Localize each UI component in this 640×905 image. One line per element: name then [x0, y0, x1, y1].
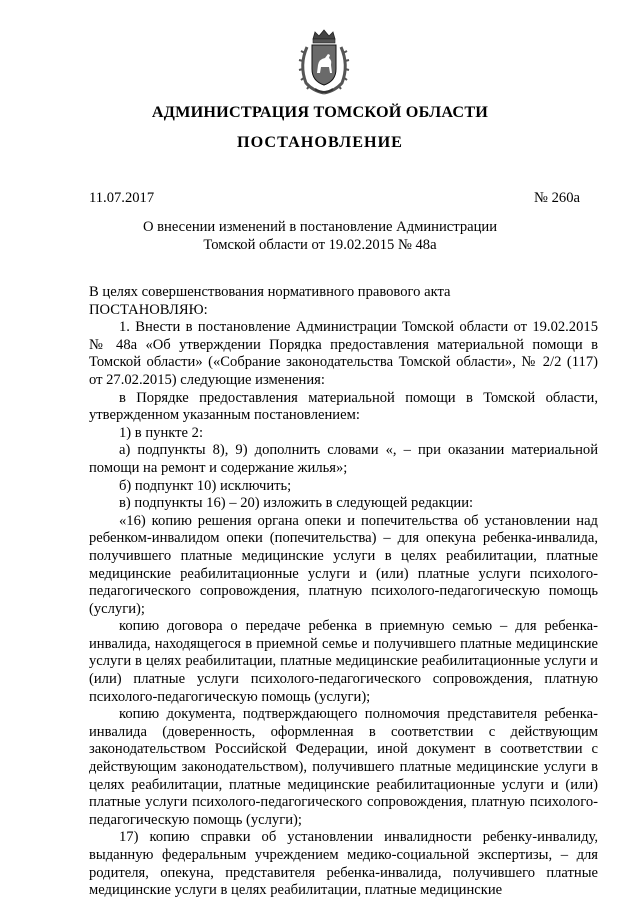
paragraph-5: б) подпункт 10) исключить; — [119, 477, 292, 494]
coat-of-arms-icon — [297, 27, 351, 97]
paragraph-8: копию договора о передаче ребенка в приемную семью – для ребенка-инвалида, находящегося в приемной семье и получившего платные медицинские услуги в целях реабилитации, платные медицинские реабилитационные услуги и (или) платные услуги психолого-педагогического сопровождения, платную психолого-педагогическую помощь (услуги); — [89, 618, 598, 705]
paragraph-3: 1) в пункте 2: — [119, 424, 204, 441]
organization-title: АДМИНИСТРАЦИЯ ТОМСКОЙ ОБЛАСТИ — [151, 103, 489, 121]
paragraph-10: 17) копию справки об установлении инвалидности ребенку-инвалиду, выданную федеральным учреждением медико-социальной экспертизы, – для родителя, опекуна, представителя ребенка-инвалида, получившего платные медицинские услуги в целях реабилитации, платные медицинские — [89, 829, 598, 899]
intro-paragraph: В целях совершенствования нормативного правового акта — [89, 284, 451, 300]
paragraph-7: «16) копию решения органа опеки и попечительства об установлении над ребенком-инвалидом опеки (попечительства) – для опекуна ребенка-инвалида, получившего платные медицинские услуги в целях реабилитации, платные медицинские реабилитационные услуги и (или) платные услуги психолого-педагогического сопровождения, платную психолого-педагогическую помощь (услуги); — [89, 512, 598, 617]
document-body — [89, 284, 598, 900]
subject-line-2: Томской области от 19.02.2015 № 48а — [203, 236, 437, 253]
paragraph-1: 1. Внести в постановление Администрации Томской области от 19.02.2015 № 48а «Об утверждении Порядка предоставления материальной помощи в Томской области» («Собрание законодательства Томской области», № 2/2 (117) от 27.02.2015) следующие изменения: — [89, 319, 598, 388]
paragraph-9: копию документа, подтверждающего полномочия представителя ребенка-инвалида (доверенность, оформленная в соответствии с действующим законодательством Российской Федерации, иной документ в соответствии с действующим законодательством), получившего платные медицинские услуги в целях реабилитации, платные медицинские реабилитационные услуги и (или) платные услуги психолого-педагогического сопровождения, платную психолого-педагогическую помощь (услуги); — [89, 706, 598, 828]
paragraph-6: в) подпункты 16) – 20) изложить в следующей редакции: — [119, 495, 474, 512]
paragraph-4: а) подпункты 8), 9) дополнить словами «, – при оказании материальной помощи на ремонт и содержание жилья»; — [89, 442, 598, 476]
paragraph-2: в Порядке предоставления материальной помощи в Томской области, утвержденном указанным постановлением: — [89, 389, 598, 424]
document-number: № 260а — [534, 190, 580, 206]
document-date: 11.07.2017 — [89, 190, 155, 206]
document-subject — [0, 219, 640, 254]
subject-line-1: О внесении изменений в постановление Администрации — [142, 219, 498, 235]
decree-word: ПОСТАНОВЛЯЮ: — [89, 301, 208, 318]
document-type: ПОСТАНОВЛЕНИЕ — [237, 133, 403, 151]
